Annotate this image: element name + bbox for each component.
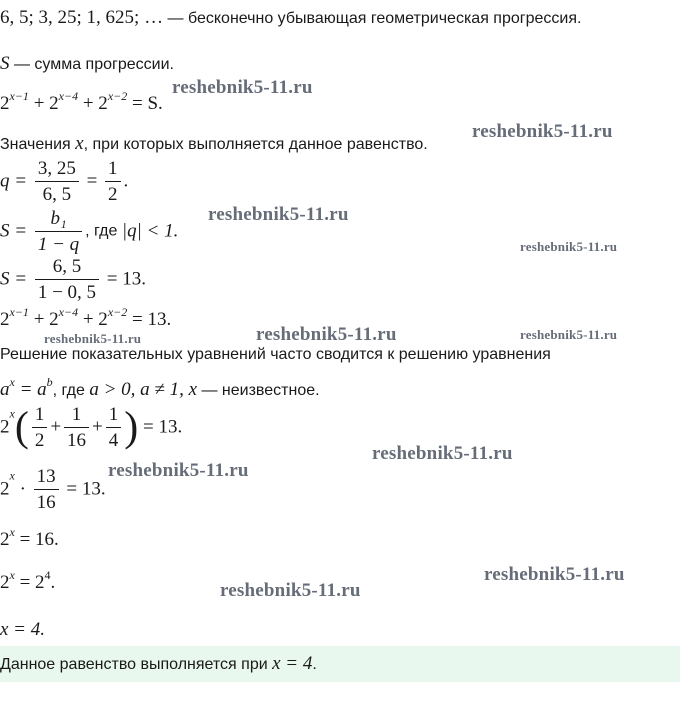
line-text: , где <box>52 382 90 399</box>
plus: + <box>50 416 62 438</box>
line-x-4 <box>0 620 45 640</box>
condition: |q| < 1. <box>121 220 179 242</box>
exponent: x <box>9 568 15 582</box>
base: + 2 <box>28 93 59 114</box>
answer-math: x = 4 <box>272 653 313 674</box>
fraction <box>64 404 89 451</box>
answer-box <box>0 646 680 682</box>
rhs: = 13. <box>138 416 183 438</box>
rhs: = 13. <box>102 268 147 290</box>
base: 2 <box>0 572 10 593</box>
rhs: = 16. <box>14 529 59 550</box>
line-s-formula <box>0 208 178 255</box>
exponent: 4 <box>44 568 51 582</box>
fraction <box>35 256 99 303</box>
numerator: 1 <box>105 158 121 182</box>
denominator: 16 <box>67 430 87 451</box>
exponent: x−4 <box>58 89 79 103</box>
denominator: 4 <box>108 430 119 451</box>
denominator: 1 − 0, 5 <box>37 282 97 303</box>
line-text: Значения <box>0 136 76 153</box>
dot: · <box>14 478 31 500</box>
denominator: 6, 5 <box>42 184 72 205</box>
line-factor <box>0 404 182 451</box>
open-paren: ( <box>14 404 29 451</box>
rhs: = a <box>14 379 47 400</box>
fraction <box>32 404 48 451</box>
rhs: = 13. <box>61 478 106 500</box>
fraction <box>35 158 79 205</box>
line-equation-s <box>0 89 163 114</box>
period: . <box>123 170 129 192</box>
base: + 2 <box>78 309 108 330</box>
line-text: , при которых выполняется данное равенство. <box>83 136 428 153</box>
fraction <box>106 404 122 451</box>
exponent: x−1 <box>9 89 29 103</box>
rhs: = 13. <box>127 309 172 330</box>
rhs: = 2 <box>14 572 45 593</box>
lhs: S = <box>0 268 32 290</box>
denominator: 1 − q <box>37 234 80 255</box>
line-text: — сумма прогрессии. <box>9 56 174 73</box>
line-equation-13 <box>0 305 172 330</box>
fraction <box>34 466 59 513</box>
watermark: reshebnik5-11.ru <box>208 204 349 225</box>
exponent: x−1 <box>9 305 29 319</box>
line-progression <box>0 8 581 29</box>
line-text: — неизвестное. <box>197 382 320 399</box>
var-x: x <box>75 133 84 154</box>
watermark: reshebnik5-11.ru <box>372 443 513 464</box>
watermark: reshebnik5-11.ru <box>108 460 249 481</box>
watermark: reshebnik5-11.ru <box>484 564 625 585</box>
plus: + <box>92 416 103 438</box>
watermark: reshebnik5-11.ru <box>472 121 613 142</box>
sum-symbol: S <box>0 53 10 74</box>
base: + 2 <box>28 309 59 330</box>
lhs: q = <box>0 170 32 192</box>
numerator: 1 <box>64 404 89 428</box>
condition: a > 0, a ≠ 1, x <box>89 379 198 400</box>
numerator: 3, 25 <box>35 158 79 182</box>
line-text: , где <box>85 222 122 240</box>
numerator: b₁ <box>35 208 82 232</box>
base: + 2 <box>78 93 108 114</box>
line-2x-16 <box>0 525 59 550</box>
base: 2 <box>0 309 10 330</box>
fraction <box>105 158 121 205</box>
base: 2 <box>0 529 10 550</box>
line-s-value <box>0 256 146 303</box>
answer-line <box>0 654 317 675</box>
base: 2 <box>0 478 10 500</box>
period: . <box>50 572 56 593</box>
line-2x-24 <box>0 568 56 593</box>
exponent: x−2 <box>107 89 128 103</box>
line-exp-form <box>0 375 320 401</box>
numerator: 1 <box>32 404 48 428</box>
base: 2 <box>0 416 10 438</box>
watermark: reshebnik5-11.ru <box>520 327 618 342</box>
exponent: x <box>9 525 15 539</box>
rhs: = S. <box>127 93 163 114</box>
denominator: 2 <box>108 184 118 205</box>
sequence-math: 6, 5; 3, 25; 1, 625; … <box>0 7 164 28</box>
exponent: x <box>9 468 15 483</box>
line-method <box>0 345 551 365</box>
denominator: 2 <box>34 430 45 451</box>
close-paren: ) <box>124 404 139 451</box>
lhs: S = <box>0 220 32 242</box>
base: 2 <box>0 93 10 114</box>
equals: = <box>81 170 103 192</box>
exponent: x−2 <box>107 305 128 319</box>
watermark: reshebnik5-11.ru <box>220 580 361 601</box>
line-13-16 <box>0 466 106 513</box>
result: x = 4. <box>0 619 46 640</box>
watermark: reshebnik5-11.ru <box>520 239 618 254</box>
numerator: 1 <box>106 404 122 428</box>
numerator: 13 <box>34 466 59 490</box>
fraction <box>35 208 82 255</box>
watermark: reshebnik5-11.ru <box>172 77 313 98</box>
line-text: — бесконечно убывающая геометрическая прогрессия. <box>163 10 582 27</box>
answer-text: Данное равенство выполняется при <box>0 656 273 673</box>
exponent: x <box>9 375 15 389</box>
exponent: x−4 <box>58 305 79 319</box>
line-text: Решение показательных уравнений часто сводится к решению уравнения <box>0 346 551 363</box>
line-sum-def <box>0 54 174 75</box>
line-q <box>0 158 128 205</box>
watermark: reshebnik5-11.ru <box>44 331 142 346</box>
numerator: 6, 5 <box>35 256 99 280</box>
watermark: reshebnik5-11.ru <box>256 324 397 345</box>
exponent: b <box>46 375 53 389</box>
answer-period: . <box>312 656 317 673</box>
var-a: a <box>0 379 10 400</box>
line-values-x <box>0 134 428 155</box>
exponent: x <box>9 406 15 421</box>
denominator: 16 <box>36 492 56 513</box>
